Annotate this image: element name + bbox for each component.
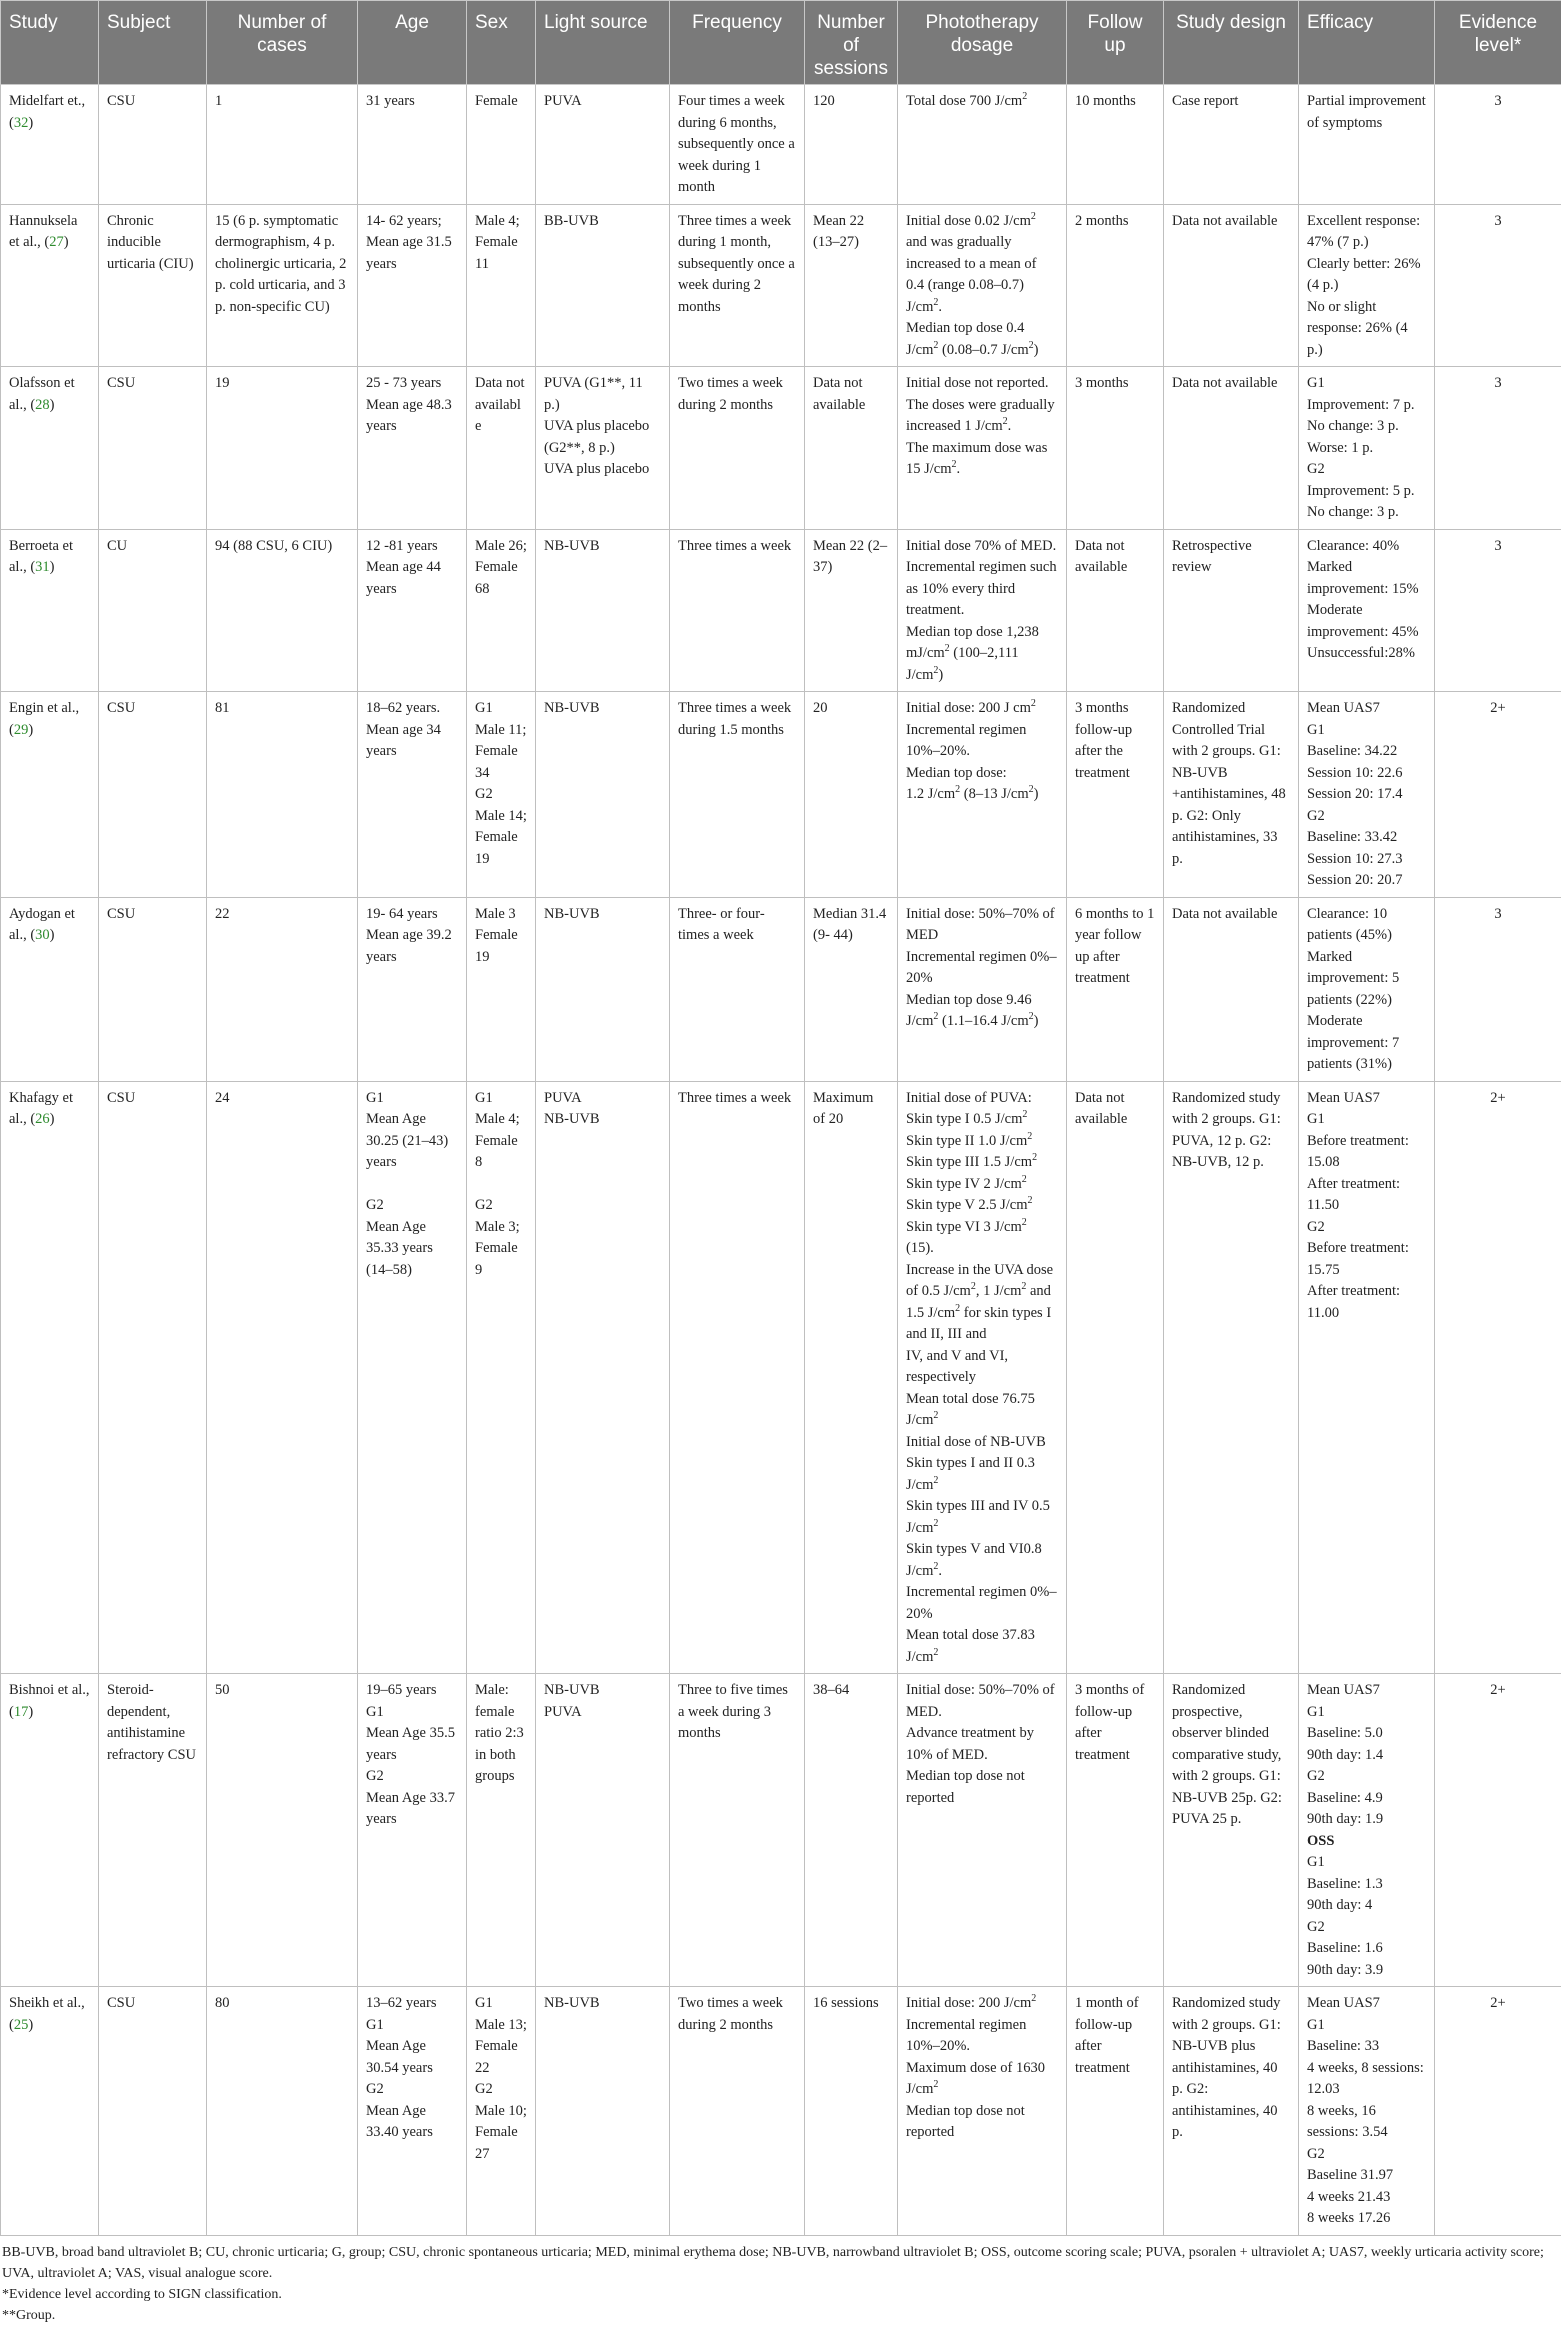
- cell-line: G1: [1307, 373, 1426, 395]
- table-row: [1, 1987, 1561, 2236]
- cell-line: G1: [475, 698, 527, 720]
- cell-sex: Male 4; Female 11: [467, 204, 536, 367]
- cell-cases: 94 (88 CSU, 6 CIU): [207, 529, 358, 692]
- cell-line: G1: [366, 1088, 458, 1110]
- table-footnotes: [0, 2236, 1561, 2326]
- cell-efficacy: [1299, 1081, 1435, 1674]
- cell-line: Incremental regimen 0%–20%: [906, 1582, 1058, 1625]
- cell-subject: CU: [99, 529, 207, 692]
- cell-line: After treatment: 11.00: [1307, 1281, 1426, 1324]
- cell-dosage: [898, 1081, 1067, 1674]
- col-header-frequency: Frequency: [670, 1, 805, 85]
- cell-sessions: 38–64: [805, 1674, 898, 1987]
- cell-line: Advance treatment by 10% of MED.: [906, 1723, 1058, 1766]
- cell-line: Session 20: 20.7: [1307, 870, 1426, 892]
- cell-frequency: Three times a week during 1.5 months: [670, 692, 805, 898]
- footnote-abbreviations: BB-UVB, broad band ultraviolet B; CU, chronic urticaria; G, group; CSU, chronic spontaneous urticaria; MED, minimal erythema dose; NB-UVB, narrowband ultraviolet B; OSS, outcome scoring scale; PUVA, psoralen + ultraviolet A; UAS7, weekly urticaria activity score; UVA, ultraviolet A; VAS, visual analogue score.: [2, 2242, 1559, 2284]
- cell-study: Khafagy et al., (26): [1, 1081, 99, 1674]
- cell-line: Male 4; Female 8: [475, 1109, 527, 1174]
- cell-line: PUVA: [544, 1702, 661, 1724]
- cell-line: Improvement: 7 p. No change: 3 p. Worse: 1 p.: [1307, 395, 1426, 460]
- cell-line: Skin types V and VI0.8 $J/cm^2$.: [906, 1539, 1058, 1582]
- cell-line: Median top dose 1,238 $mJ/cm^2$ (100–2,111 $J/cm^2$): [906, 622, 1058, 687]
- cell-line: The maximum dose was 15 $J/cm^2$.: [906, 438, 1058, 481]
- cell-line: Baseline: 34.22: [1307, 741, 1426, 763]
- footnote-evidence-level: *Evidence level according to SIGN classification.: [2, 2284, 1559, 2305]
- cell-study: Engin et al., (29): [1, 692, 99, 898]
- cell-line: G1: [366, 2015, 458, 2037]
- cell-design: Case report: [1164, 85, 1299, 205]
- cell-line: Partial improvement of symptoms: [1307, 91, 1426, 134]
- cell-line: G2: [1307, 459, 1426, 481]
- cell-line: Male 13; Female 22: [475, 2015, 527, 2080]
- cell-design: Data not available: [1164, 204, 1299, 367]
- cell-evidence: 3: [1435, 367, 1561, 530]
- table-body: [1, 85, 1561, 2236]
- cell-line: 90th day: 1.4: [1307, 1745, 1426, 1767]
- cell-line: NB-UVB: [544, 1680, 661, 1702]
- cell-light: NB-UVB: [536, 529, 670, 692]
- cell-light: NB-UVB: [536, 692, 670, 898]
- cell-line: Mean Age 30.25 (21–43) years: [366, 1109, 458, 1174]
- cell-sessions: 120: [805, 85, 898, 205]
- cell-line: Marked improvement: 5 patients (22%): [1307, 947, 1426, 1012]
- cell-line: Male 11; Female 34: [475, 720, 527, 785]
- cell-line: 1.2 $J/cm^2$ (8–13 $J/cm^2$): [906, 784, 1058, 806]
- cell-sessions: 16 sessions: [805, 1987, 898, 2236]
- cell-line: Excellent response: 47% (7 p.): [1307, 211, 1426, 254]
- cell-line: G2: [366, 1195, 458, 1217]
- cell-line: Mean UAS7: [1307, 698, 1426, 720]
- cell-light: PUVA: [536, 85, 670, 205]
- cell-evidence: 2+: [1435, 1081, 1561, 1674]
- cell-line: Baseline: 33.42: [1307, 827, 1426, 849]
- cell-efficacy: [1299, 529, 1435, 692]
- cell-study: Olafsson et al., (28): [1, 367, 99, 530]
- cell-design: Retrospective review: [1164, 529, 1299, 692]
- cell-line: Median top dose not reported: [906, 2101, 1058, 2144]
- cell-line: Mean Age 35.33 years (14–58): [366, 1217, 458, 1282]
- cell-efficacy: [1299, 85, 1435, 205]
- cell-dosage: [898, 1674, 1067, 1987]
- cell-design: Randomized prospective, observer blinded comparative study, with 2 groups. G1: NB-UVB 25p. G2: PUVA 25 p.: [1164, 1674, 1299, 1987]
- cell-line: Initial dose of PUVA:: [906, 1088, 1058, 1110]
- cell-light: [536, 367, 670, 530]
- cell-line: 4 weeks 21.43: [1307, 2187, 1426, 2209]
- cell-evidence: 3: [1435, 897, 1561, 1081]
- cell-line: [475, 1174, 527, 1196]
- cell-line: G2: [1307, 1217, 1426, 1239]
- cell-dosage: [898, 692, 1067, 898]
- cell-dosage: [898, 897, 1067, 1081]
- col-header-age: Age: [358, 1, 467, 85]
- cell-evidence: 2+: [1435, 692, 1561, 898]
- cell-subject: Steroid-dependent, antihistamine refractory CSU: [99, 1674, 207, 1987]
- cell-line: Baseline: 4.9: [1307, 1788, 1426, 1810]
- cell-line: Skin type III 1.5 $J/cm^2$: [906, 1152, 1058, 1174]
- cell-line: Initial dose not reported. The doses were gradually increased 1 $J/cm^2$.: [906, 373, 1058, 438]
- cell-design: Randomized study with 2 groups. G1: NB-UVB plus antihistamines, 40 p. G2: antihistamines, 40 p.: [1164, 1987, 1299, 2236]
- cell-line: Incremental regimen 0%–20%: [906, 947, 1058, 990]
- cell-line: Session 10: 22.6: [1307, 763, 1426, 785]
- cell-line: G2: [1307, 806, 1426, 828]
- table-row: [1, 204, 1561, 367]
- cell-line: G2: [1307, 1917, 1426, 1939]
- cell-study: Sheikh et al., (25): [1, 1987, 99, 2236]
- cell-evidence: 3: [1435, 529, 1561, 692]
- cell-cases: 24: [207, 1081, 358, 1674]
- table-row: [1, 1674, 1561, 1987]
- cell-line: Incremental regimen 10%–20%.: [906, 2015, 1058, 2058]
- cell-line: Male 10; Female 27: [475, 2101, 527, 2166]
- cell-line: G1: [366, 1702, 458, 1724]
- cell-line: Clearance: 10 patients (45%): [1307, 904, 1426, 947]
- table-row: [1, 85, 1561, 205]
- cell-cases: 22: [207, 897, 358, 1081]
- cell-subject: CSU: [99, 85, 207, 205]
- cell-line: UVA plus placebo (G2**, 8 p.): [544, 416, 661, 459]
- cell-line: G1: [1307, 1109, 1426, 1131]
- table-header-row: [1, 1, 1561, 85]
- cell-line: G2: [366, 2079, 458, 2101]
- cell-evidence: 2+: [1435, 1987, 1561, 2236]
- cell-line: Mean UAS7: [1307, 1993, 1426, 2015]
- cell-subject: CSU: [99, 897, 207, 1081]
- col-header-sessions: Number of sessions: [805, 1, 898, 85]
- col-header-subject: Subject: [99, 1, 207, 85]
- cell-line: G1: [475, 1993, 527, 2015]
- cell-frequency: Two times a week during 2 months: [670, 1987, 805, 2236]
- cell-frequency: Three times a week during 1 month, subsequently once a week during 2 months: [670, 204, 805, 367]
- cell-cases: 15 (6 p. symptomatic dermographism, 4 p. cholinergic urticaria, 2 p. cold urticaria, and 3 p. non-specific CU): [207, 204, 358, 367]
- cell-line: Total dose 700 $J/cm^2$: [906, 91, 1058, 113]
- cell-line: Mean total dose 37.83 $J/cm^2$: [906, 1625, 1058, 1668]
- cell-age: 31 years: [358, 85, 467, 205]
- cell-followup: 3 months of follow-up after treatment: [1067, 1674, 1164, 1987]
- cell-design: Data not available: [1164, 897, 1299, 1081]
- cell-line: 90th day: 4: [1307, 1895, 1426, 1917]
- cell-line: Initial dose 70% of MED.: [906, 536, 1058, 558]
- cell-followup: 3 months: [1067, 367, 1164, 530]
- cell-age: 12 -81 years Mean age 44 years: [358, 529, 467, 692]
- cell-sessions: Mean 22 (2–37): [805, 529, 898, 692]
- cell-line: Initial dose 0.02 $J/cm^2$ and was gradually increased to a mean of 0.4 (range 0.08–0.7) $J/cm^2$.: [906, 211, 1058, 319]
- cell-line: Skin type V 2.5 $J/cm^2$: [906, 1195, 1058, 1217]
- cell-line: G1: [1307, 720, 1426, 742]
- cell-line: Initial dose: 50%–70% of MED.: [906, 1680, 1058, 1723]
- cell-design: Data not available: [1164, 367, 1299, 530]
- cell-line: Mean Age 33.7 years: [366, 1788, 458, 1831]
- cell-line: Mean Age 35.5 years: [366, 1723, 458, 1766]
- cell-light: NB-UVB: [536, 1987, 670, 2236]
- table-row: [1, 1081, 1561, 1674]
- cell-cases: 81: [207, 692, 358, 898]
- cell-subject: CSU: [99, 367, 207, 530]
- cell-line: Mean Age 33.40 years: [366, 2101, 458, 2144]
- cell-efficacy: [1299, 692, 1435, 898]
- col-header-evidence-level: Evidence level*: [1435, 1, 1561, 85]
- cell-line: G2: [1307, 2144, 1426, 2166]
- cell-line: G1: [1307, 1852, 1426, 1874]
- cell-evidence: 2+: [1435, 1674, 1561, 1987]
- cell-line: G2: [475, 1195, 527, 1217]
- cell-dosage: [898, 85, 1067, 205]
- cell-sex: Male: female ratio 2:3 in both groups: [467, 1674, 536, 1987]
- cell-followup: Data not available: [1067, 1081, 1164, 1674]
- cell-line: Skin types III and IV 0.5 $J/cm^2$: [906, 1496, 1058, 1539]
- cell-sex: [467, 1987, 536, 2236]
- cell-line: Session 20: 17.4: [1307, 784, 1426, 806]
- col-header-light-source: Light source: [536, 1, 670, 85]
- cell-line: Skin type I 0.5 $J/cm^2$: [906, 1109, 1058, 1131]
- cell-line: Male 14; Female 19: [475, 806, 527, 871]
- cell-line: Before treatment: 15.75: [1307, 1238, 1426, 1281]
- cell-frequency: Three- or four-times a week: [670, 897, 805, 1081]
- cell-line: [366, 1174, 458, 1196]
- cell-line: Baseline 31.97: [1307, 2165, 1426, 2187]
- cell-line: Unsuccessful:28%: [1307, 643, 1426, 665]
- cell-followup: 2 months: [1067, 204, 1164, 367]
- cell-line: G2: [475, 784, 527, 806]
- cell-subject: CSU: [99, 1987, 207, 2236]
- cell-followup: 6 months to 1 year follow up after treatment: [1067, 897, 1164, 1081]
- cell-line: Initial dose: 200 $J/cm^2$: [906, 1993, 1058, 2015]
- cell-efficacy: [1299, 1987, 1435, 2236]
- cell-frequency: Four times a week during 6 months, subsequently once a week during 1 month: [670, 85, 805, 205]
- cell-dosage: [898, 204, 1067, 367]
- cell-line: 90th day: 1.9: [1307, 1809, 1426, 1831]
- cell-line: Skin type IV 2 $J/cm^2$: [906, 1174, 1058, 1196]
- col-header-sex: Sex: [467, 1, 536, 85]
- cell-light: NB-UVB: [536, 897, 670, 1081]
- cell-sessions: 20: [805, 692, 898, 898]
- cell-subject: CSU: [99, 1081, 207, 1674]
- cell-sessions: Data not available: [805, 367, 898, 530]
- cell-line: G2: [1307, 1766, 1426, 1788]
- cell-line: 13–62 years: [366, 1993, 458, 2015]
- cell-line: Moderate improvement: 7 patients (31%): [1307, 1011, 1426, 1076]
- cell-line: PUVA (G1**, 11 p.): [544, 373, 661, 416]
- cell-line: G1: [475, 1088, 527, 1110]
- col-header-cases: Number of cases: [207, 1, 358, 85]
- cell-line: Median top dose:: [906, 763, 1058, 785]
- cell-age: 25 - 73 years Mean age 48.3 years: [358, 367, 467, 530]
- cell-cases: 19: [207, 367, 358, 530]
- cell-line: OSS: [1307, 1831, 1426, 1853]
- cell-efficacy: [1299, 1674, 1435, 1987]
- col-header-study-design: Study design: [1164, 1, 1299, 85]
- footnote-group: **Group.: [2, 2305, 1559, 2326]
- cell-line: Male 3; Female 9: [475, 1217, 527, 1282]
- cell-line: 8 weeks 17.26: [1307, 2208, 1426, 2230]
- cell-sex: Data not available: [467, 367, 536, 530]
- cell-line: Baseline: 33: [1307, 2036, 1426, 2058]
- table-row: [1, 529, 1561, 692]
- cell-followup: Data not available: [1067, 529, 1164, 692]
- table-row: [1, 692, 1561, 898]
- cell-light: [536, 1674, 670, 1987]
- cell-line: Median top dose not reported: [906, 1766, 1058, 1809]
- cell-cases: 80: [207, 1987, 358, 2236]
- cell-followup: 10 months: [1067, 85, 1164, 205]
- cell-line: Mean Age 30.54 years: [366, 2036, 458, 2079]
- cell-efficacy: [1299, 367, 1435, 530]
- cell-line: 90th day: 3.9: [1307, 1960, 1426, 1982]
- cell-line: Skin type II 1.0 $J/cm^2$: [906, 1131, 1058, 1153]
- cell-line: UVA plus placebo: [544, 459, 661, 481]
- cell-line: Median top dose 0.4 $J/cm^2$ (0.08–0.7 $J/cm^2$): [906, 318, 1058, 361]
- cell-dosage: [898, 1987, 1067, 2236]
- cell-line: Moderate improvement: 45%: [1307, 600, 1426, 643]
- cell-sex: Male 26; Female 68: [467, 529, 536, 692]
- cell-line: Skin type VI 3 $J/cm^2$ (15).: [906, 1217, 1058, 1260]
- cell-cases: 1: [207, 85, 358, 205]
- cell-frequency: Three to five times a week during 3 months: [670, 1674, 805, 1987]
- cell-subject: Chronic inducible urticaria (CIU): [99, 204, 207, 367]
- cell-study: Hannuksela et al., (27): [1, 204, 99, 367]
- cell-design: Randomized study with 2 groups. G1: PUVA, 12 p. G2: NB-UVB, 12 p.: [1164, 1081, 1299, 1674]
- cell-light: [536, 1081, 670, 1674]
- cell-age: 14- 62 years; Mean age 31.5 years: [358, 204, 467, 367]
- cell-frequency: Three times a week: [670, 529, 805, 692]
- cell-light: BB-UVB: [536, 204, 670, 367]
- cell-study: Berroeta et al., (31): [1, 529, 99, 692]
- cell-line: Clearance: 40%: [1307, 536, 1426, 558]
- cell-line: 19–65 years: [366, 1680, 458, 1702]
- cell-line: G2: [475, 2079, 527, 2101]
- cell-age: [358, 1674, 467, 1987]
- cell-dosage: [898, 529, 1067, 692]
- cell-line: Mean UAS7: [1307, 1680, 1426, 1702]
- cell-design: Randomized Controlled Trial with 2 groups. G1: NB-UVB +antihistamines, 48 p. G2: Only antihistamines, 33 p.: [1164, 692, 1299, 898]
- cell-line: Increase in the UVA dose of 0.5 $J/cm^2$, 1 $J/cm^2$ and 1.5 $J/cm^2$ for skin types I and II, III and: [906, 1260, 1058, 1346]
- cell-line: PUVA: [544, 1088, 661, 1110]
- cell-line: Baseline: 1.3: [1307, 1874, 1426, 1896]
- cell-dosage: [898, 367, 1067, 530]
- cell-line: No or slight response: 26% (4 p.): [1307, 297, 1426, 362]
- cell-line: G1: [1307, 2015, 1426, 2037]
- cell-sessions: Maximum of 20: [805, 1081, 898, 1674]
- cell-line: Initial dose of NB-UVB: [906, 1432, 1058, 1454]
- cell-line: Improvement: 5 p. No change: 3 p.: [1307, 481, 1426, 524]
- cell-followup: 1 month of follow-up after treatment: [1067, 1987, 1164, 2236]
- cell-frequency: Two times a week during 2 months: [670, 367, 805, 530]
- cell-efficacy: [1299, 204, 1435, 367]
- cell-frequency: Three times a week: [670, 1081, 805, 1674]
- cell-sessions: Mean 22 (13–27): [805, 204, 898, 367]
- cell-line: 8 weeks, 16 sessions: 3.54: [1307, 2101, 1426, 2144]
- cell-study: Bishnoi et al., (17): [1, 1674, 99, 1987]
- col-header-study: Study: [1, 1, 99, 85]
- cell-line: Session 10: 27.3: [1307, 849, 1426, 871]
- cell-line: Skin types I and II 0.3 $J/cm^2$: [906, 1453, 1058, 1496]
- cell-line: Baseline: 5.0: [1307, 1723, 1426, 1745]
- cell-age: [358, 1987, 467, 2236]
- cell-age: [358, 1081, 467, 1674]
- table-row: [1, 367, 1561, 530]
- cell-line: After treatment: 11.50: [1307, 1174, 1426, 1217]
- cell-line: Before treatment: 15.08: [1307, 1131, 1426, 1174]
- cell-cases: 50: [207, 1674, 358, 1987]
- cell-age: 19- 64 years Mean age 39.2 years: [358, 897, 467, 1081]
- cell-line: Incremental regimen 10%–20%.: [906, 720, 1058, 763]
- cell-evidence: 3: [1435, 204, 1561, 367]
- cell-line: IV, and V and VI, respectively: [906, 1346, 1058, 1389]
- cell-line: Maximum dose of 1630 $J/cm^2$: [906, 2058, 1058, 2101]
- cell-sex: [467, 1081, 536, 1674]
- table-row: [1, 897, 1561, 1081]
- cell-efficacy: [1299, 897, 1435, 1081]
- cell-study: Midelfart et., (32): [1, 85, 99, 205]
- cell-followup: 3 months follow-up after the treatment: [1067, 692, 1164, 898]
- cell-line: G1: [1307, 1702, 1426, 1724]
- cell-line: Initial dose: 50%–70% of MED: [906, 904, 1058, 947]
- cell-sex: Male 3 Female 19: [467, 897, 536, 1081]
- cell-line: Mean total dose 76.75 $J/cm^2$: [906, 1389, 1058, 1432]
- cell-line: Incremental regimen such as 10% every third treatment.: [906, 557, 1058, 622]
- cell-age: 18–62 years. Mean age 34 years: [358, 692, 467, 898]
- cell-line: G2: [366, 1766, 458, 1788]
- cell-line: 4 weeks, 8 sessions: 12.03: [1307, 2058, 1426, 2101]
- cell-line: Median top dose 9.46 $J/cm^2$ (1.1–16.4 $J/cm^2$): [906, 990, 1058, 1033]
- cell-line: Baseline: 1.6: [1307, 1938, 1426, 1960]
- cell-study: Aydogan et al., (30): [1, 897, 99, 1081]
- col-header-follow-up: Follow up: [1067, 1, 1164, 85]
- cell-line: Marked improvement: 15%: [1307, 557, 1426, 600]
- col-header-efficacy: Efficacy: [1299, 1, 1435, 85]
- cell-line: Clearly better: 26% (4 p.): [1307, 254, 1426, 297]
- cell-line: Mean UAS7: [1307, 1088, 1426, 1110]
- cell-line: Initial dose: 200 J $cm^2$: [906, 698, 1058, 720]
- col-header-dosage: Phototherapy dosage: [898, 1, 1067, 85]
- cell-sex: Female: [467, 85, 536, 205]
- cell-subject: CSU: [99, 692, 207, 898]
- cell-evidence: 3: [1435, 85, 1561, 205]
- cell-sessions: Median 31.4 (9- 44): [805, 897, 898, 1081]
- cell-sex: [467, 692, 536, 898]
- cell-line: NB-UVB: [544, 1109, 661, 1131]
